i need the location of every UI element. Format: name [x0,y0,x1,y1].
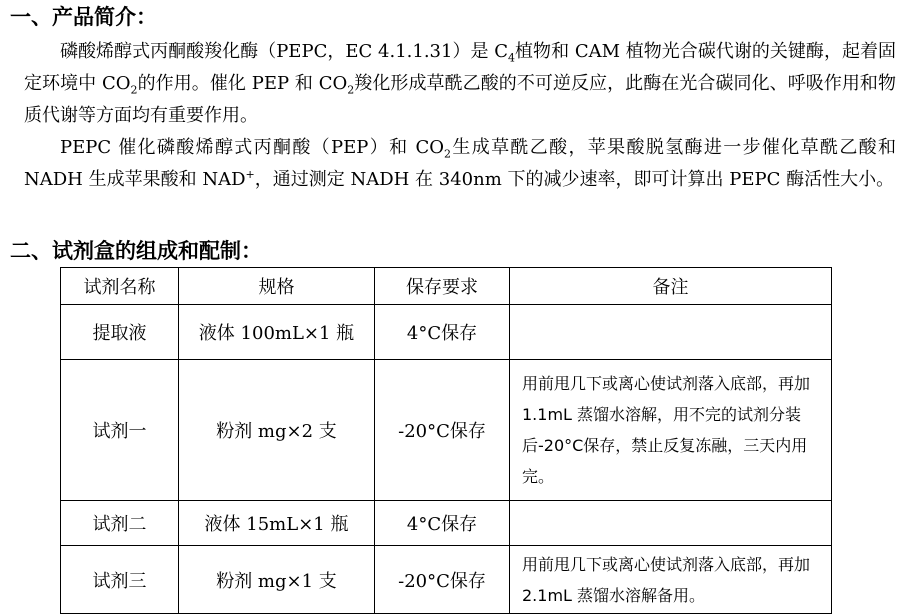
table-header: 保存要求 [375,268,510,305]
reagent-spec: 粉剂 mg×1 支 [179,546,375,614]
reagent-storage: 4°C保存 [375,305,510,360]
table-header: 备注 [510,268,832,305]
reagent-name: 试剂三 [61,546,179,614]
reagent-spec: 液体 100mL×1 瓶 [179,305,375,360]
reagent-note: 用前甩几下或离心使试剂落入底部，再加 2.1mL 蒸馏水溶解备用。 [510,546,832,614]
reagent-spec: 液体 15mL×1 瓶 [179,501,375,546]
reagent-name: 试剂一 [61,360,179,501]
table-row [61,501,832,546]
reagent-name: 试剂二 [61,501,179,546]
reagent-name: 提取液 [61,305,179,360]
table-row [61,546,832,614]
intro-paragraph-1: 磷酸烯醇式丙酮酸羧化酶（PEPC，EC 4.1.1.31）是 $C_4$植物和 CAM 植物光合碳代谢的关键酶，起着固定环境中 $CO_2$的作用。催化 PEP 和 $CO_2$羧化形成草酰乙酸的不可逆反应，此酶在光合碳同化、呼吸作用和物质代谢等方面均有重要作用。 [24,41,896,126]
reagent-note: 用前甩几下或离心使试剂落入底部，再加 1.1mL 蒸馏水溶解，用不完的试剂分装后-20°C保存，禁止反复冻融，三天内用完。 [510,360,832,501]
reagent-table [60,267,832,614]
table-row [61,305,832,360]
reagent-note [510,501,832,546]
reagent-note [510,305,832,360]
reagent-storage: -20°C保存 [375,360,510,501]
intro-paragraph-2: PEPC 催化磷酸烯醇式丙酮酸（PEP）和 $CO_2$生成草酰乙酸，苹果酸脱氢酶进一步催化草酰乙酸和 NADH 生成苹果酸和 NAD+，通过测定 NADH 在 340nm 下的减少速率，即可计算出 PEPC 酶活性大小。 [24,137,897,190]
table-header: 试剂名称 [61,268,179,305]
reagent-storage: -20°C保存 [375,546,510,614]
reagent-storage: 4°C保存 [375,501,510,546]
reagent-spec: 粉剂 mg×2 支 [179,360,375,501]
section-heading-intro: 一、产品简介： [10,5,157,29]
table-header-row [61,268,832,305]
intro-text [24,36,896,196]
section-heading-kit: 二、试剂盒的组成和配制： [10,239,262,263]
table-header: 规格 [179,268,375,305]
table-row [61,360,832,501]
